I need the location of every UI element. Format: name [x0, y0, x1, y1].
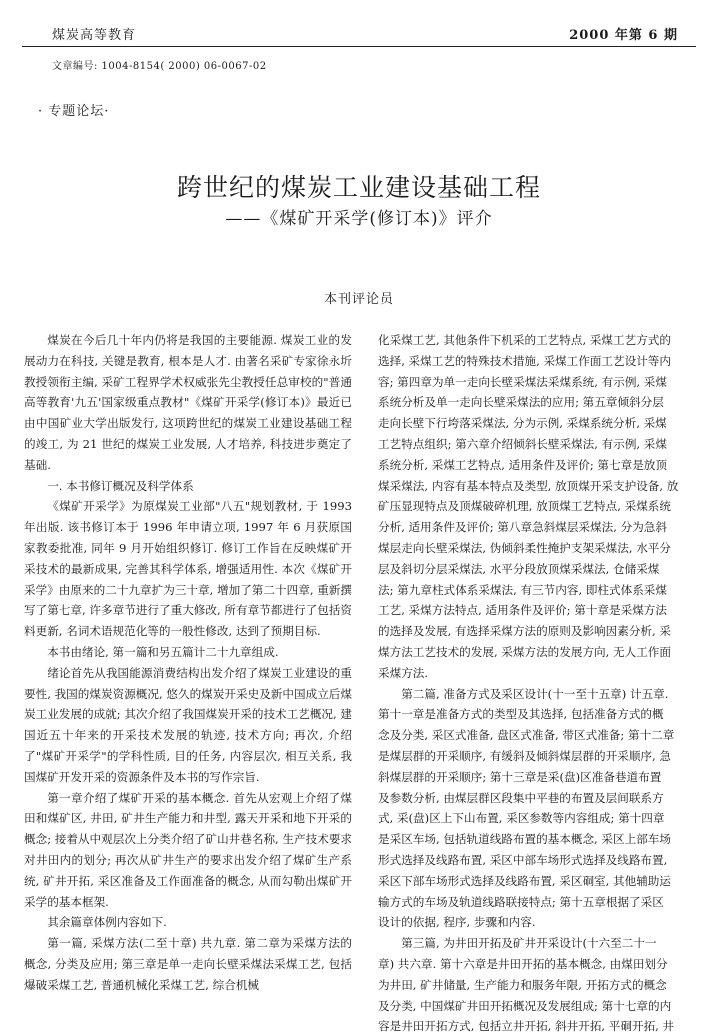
text-line: 斜煤层群的开采顺序; 第十三章是采(盘)区准备巷道布置: [378, 769, 662, 784]
text-line: 煤层走向长壁采煤法, 伪倾斜柔性掩护支架采煤法, 水平分: [378, 540, 671, 555]
text-line: 选择, 采煤工艺的特殊技术措施, 采煤工作面工艺设计等内: [378, 353, 671, 368]
text-line: 容; 第四章为单一走向长壁采煤法采煤系统, 有示例, 采煤: [378, 374, 667, 389]
text-line: 是煤层群的开采顺序, 有缓斜及倾斜煤层群的开采顺序, 急: [378, 748, 671, 763]
text-line: 系统分析及单一走向长壁采煤法的应用; 第五章倾斜分层: [378, 395, 664, 410]
text-line: 矿压显现特点及顶煤破碎机理, 放顶煤工艺特点, 采煤系统: [378, 499, 671, 514]
text-line: 念及分类, 采区式准备, 盘区式准备, 带区式准备; 第十二章: [378, 728, 675, 743]
text-line: 容是井田开拓方式, 包括立井开拓, 斜井开拓, 平硐开拓, 井: [378, 1019, 675, 1034]
paragraph: 其余篇章体例内容如下.: [47, 915, 167, 930]
author-line: 本刊评论员: [323, 292, 394, 307]
text-line: 层及斜切分层采煤法, 水平分段放顶煤采煤法, 仓储采煤: [378, 561, 660, 576]
text-line: 法; 第九章柱式体系采煤法, 有三节内容, 即柱式体系采煤: [378, 582, 667, 597]
text-line: 及参数分析, 由煤层群区段集中平巷的布置及层间联系方: [378, 790, 664, 805]
article-title: 跨世纪的煤炭工业建设基础工程: [176, 173, 541, 202]
header-divider: [22, 46, 696, 47]
issue-label: 2000 年第 6 期: [569, 28, 678, 43]
body-column-right: [378, 330, 708, 1036]
text-line: 采煤方法.: [378, 665, 429, 680]
text-line: 及分类, 中国煤矿井田开拓概况及发展组成; 第十七章的内: [378, 998, 672, 1013]
text-line: 第十一章是准备方式的类型及其选择, 包括准备方式的概: [378, 707, 664, 722]
text-line: 为井田, 矿井储量, 生产能力和服务年限, 开拓方式的概念: [378, 977, 667, 992]
text-line: 设计的依据, 程序, 步骤和内容.: [378, 915, 536, 930]
text-line: 系统分析, 采煤工艺特点, 适用条件及评价; 第七章是放顶: [378, 457, 667, 472]
text-line: 第二篇, 准备方式及采区设计(十一至十五章) 计五章.: [401, 686, 669, 701]
article-subtitle: ——《煤矿开采学(修订本)》评介: [225, 209, 493, 229]
text-line: 章) 共六章. 第十六章是井田开拓的基本概念, 由煤田划分: [378, 956, 668, 971]
section-heading: 一. 本书修订概况及科学体系: [47, 478, 194, 493]
text-line: 的选择及发展, 有选择采煤方法的原则及影响因素分析, 采: [378, 624, 671, 639]
paragraph: 第一篇, 采煤方法(二至十章) 共九章. 第二章为采煤方法的概念, 分类及应用; 第三章是单一走向长壁采煤法采煤工艺, 包括爆破采煤工艺, 普通机械化采煤工艺, 综合机械: [24, 936, 352, 992]
text-line: 第三篇, 为井田开拓及矿井开采设计(十六至二十一: [401, 936, 657, 951]
text-line: 煤采煤法, 内容有基本特点及类型, 放顶煤开采支护设备, 放: [378, 478, 679, 493]
paragraph: 《煤矿开采学》为原煤炭工业部"八五"规划教材, 于 1993 年出版. 该书修订本于 1996 年申请立项, 1997 年 6 月获原国家教委批准, 同年 9 月开始组织修订. 修订工作旨在反映煤矿开采技术的最新成果, 完善其科学体系, 增强适用性. 本次《煤矿开采学》由原来的二十九章扩为三十章, 增加了第二十四章, 重新撰写了第七章, 许多章节进行了重大修改, 所有章节都进行了包括资料更新, 名词术语规范化等的一般性修改, 达到了预期目标.: [24, 499, 352, 639]
journal-name: 煤炭高等教育: [52, 28, 137, 43]
text-line: 分析, 适用条件及评价; 第八章急斜煤层采煤法, 分为急斜: [378, 520, 667, 535]
article-number: 文章编号: 1004-8154( 2000) 06-0067-02: [52, 61, 267, 72]
text-line: 是采区车场, 包括轨道线路布置的基本概念, 采区上部车场: [378, 832, 671, 847]
text-line: 煤方法工艺技术的发展, 采煤方法的发展方向, 无人工作面: [378, 644, 671, 659]
paragraph: 绪论首先从我国能源消费结构出发介绍了煤炭工业建设的重要性, 我国的煤炭资源概况, 悠久的煤炭开采史及新中国成立后煤炭工业发展的成就; 其次介绍了我国煤炭开采的技术工艺概况, 建国近五十年来的开采技术发展的轨迹, 技术方向; 再次, 介绍了"煤矿开采学"的学科性质, 目的任务, 内容层次, 相互关系, 我国煤矿开发开采的资源条件及本书的写作宗旨.: [24, 665, 352, 784]
paragraph: 煤炭在今后几十年内仍将是我国的主要能源. 煤炭工业的发展动力在科技, 关键是教育, 根本是人才. 由著名采矿专家徐永圻教授领衔主编, 采矿工程界学术权威张先尘教授任总审校的"普通高等教育'九五'国家级重点教材"《煤矿开采学(修订本)》最近已由中国矿业大学出版发行, 这项跨世纪的煤炭工业建设基础工程的竣工, 为 21 世纪的煤炭工业发展, 人才培养, 科技进步奠定了基础.: [24, 333, 352, 472]
column-tag: · 专题论坛·: [38, 104, 110, 119]
text-line: 式, 采(盘)区上下山布置, 采区参数等内容组成; 第十四章: [378, 811, 665, 826]
paragraph: 第一章介绍了煤矿开采的基本概念. 首先从宏观上介绍了煤田和煤矿区, 井田, 矿井生产能力和井型, 露天开采和地下开采的概念; 接着从中观层次上分类介绍了矿山井巷名称, 生产技术要求对井田内的划分; 再次从矿井生产的要求出发介绍了煤矿生产系统, 矿井开拓, 采区准备及工作面准备的概念, 从而勾勒出煤矿开采学的基本框架.: [24, 790, 352, 909]
text-line: 化采煤工艺, 其他条件下机采的工艺特点, 采煤工艺方式的: [378, 333, 671, 347]
body-column-left: [24, 330, 352, 996]
text-line: 走向长壁下行垮落采煤法, 分为示例, 采煤系统分析, 采煤: [378, 416, 667, 431]
paragraph: 本书由绪论, 第一篇和另五篇计二十九章组成.: [47, 644, 279, 659]
text-line: 输方式的车场及轨道线路联接特点; 第十五章根据了采区: [378, 894, 664, 909]
text-line: 工艺, 采煤方法特点, 适用条件及评价; 第十章是采煤方法: [378, 603, 667, 618]
text-line: 工艺特点组织; 第六章介绍倾斜长壁采煤法, 有示例, 采煤: [378, 436, 667, 451]
text-line: 采区下部车场形式选择及线路布置, 采区硐室, 其他辅助运: [378, 873, 671, 888]
text-line: 形式选择及线路布置, 采区中部车场形式选择及线路布置,: [378, 852, 668, 867]
